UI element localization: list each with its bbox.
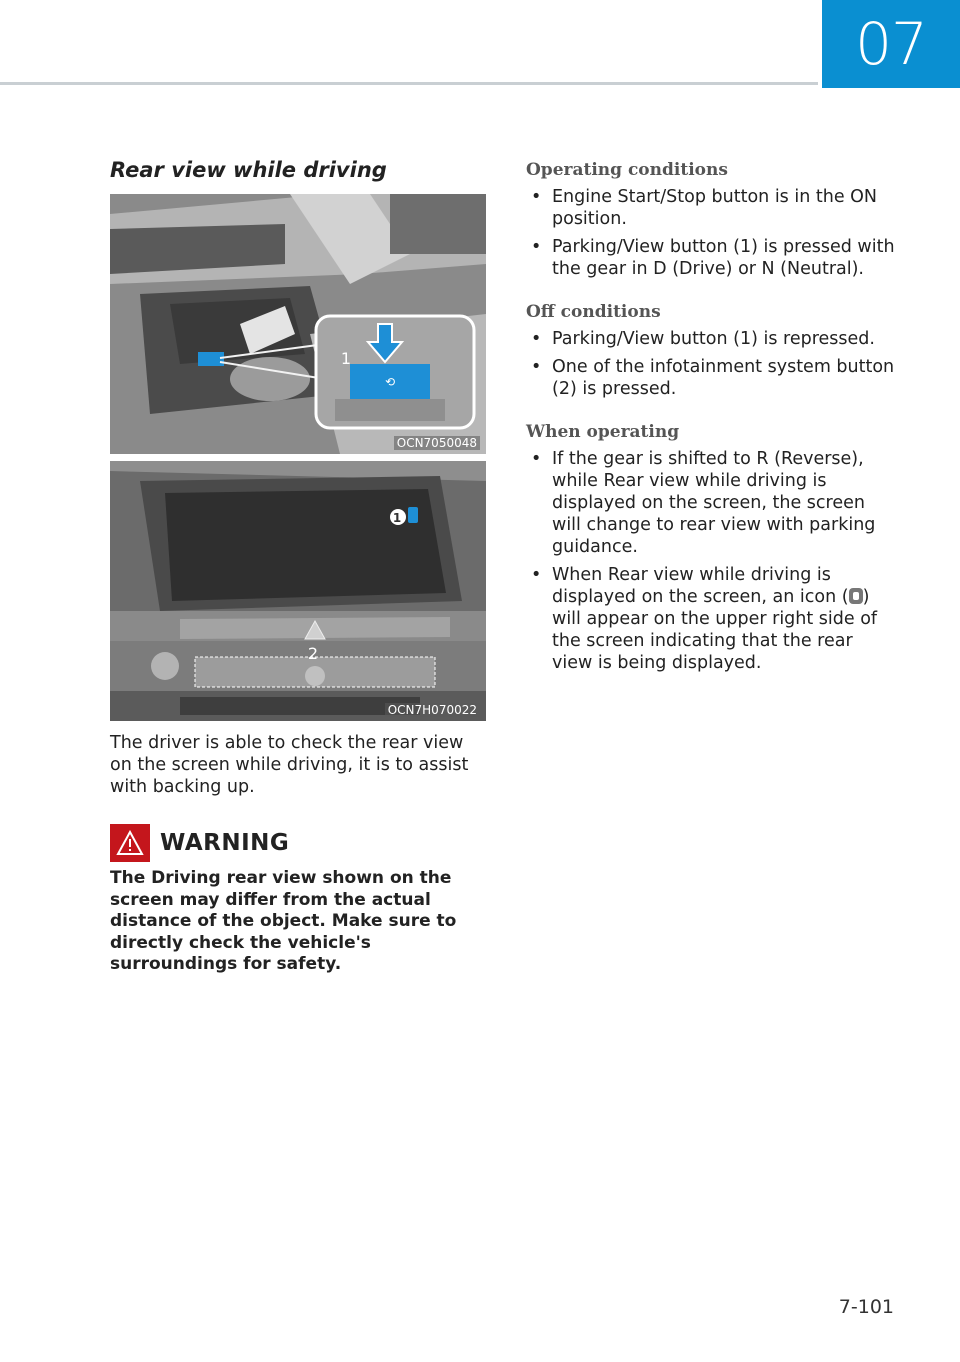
figure-code: OCN7050048 — [394, 436, 480, 450]
page-number: 7-101 — [838, 1296, 894, 1318]
operating-conditions-heading: Operating conditions — [526, 160, 728, 180]
warning-text: The Driving rear view shown on the screen may differ from the actual distance of the object. Make sure to directly check the vehicle's surroundings for safety. — [110, 868, 457, 974]
callout-1: 1 — [340, 349, 352, 368]
when-operating-heading: When operating — [526, 422, 680, 442]
list-item: • Engine Start/Stop button is in the ON position. — [526, 186, 896, 230]
operating-conditions-list — [526, 186, 896, 280]
intro-paragraph: The driver is able to check the rear view on the screen while driving, it is to assist with backing up. — [110, 733, 469, 797]
svg-text:⟲: ⟲ — [384, 375, 396, 389]
section-title: Rear view while driving — [110, 158, 387, 182]
list-item: • Parking/View button (1) is repressed. — [526, 328, 896, 350]
callout-1: 1 — [392, 511, 402, 525]
warning-icon — [110, 824, 150, 862]
warning-label: WARNING — [160, 830, 290, 856]
callout-2: 2 — [307, 644, 319, 663]
item-text-after: ) will appear on the upper right side of the screen indicating that the rear view is being displayed. — [552, 587, 878, 673]
console-illustration — [110, 194, 486, 454]
console-figure — [110, 194, 486, 454]
list-item — [526, 564, 896, 674]
figure-code: OCN7H070022 — [385, 703, 480, 717]
warning-box — [110, 824, 490, 976]
off-conditions-list — [526, 328, 896, 400]
rear-view-icon — [849, 588, 863, 604]
when-operating-list — [526, 448, 896, 674]
header-rule — [0, 82, 818, 85]
list-item: • If the gear is shifted to R (Reverse), while Rear view while driving is displayed on the screen, the screen will change to rear view with parking guidance. — [526, 448, 896, 558]
off-conditions-heading: Off conditions — [526, 302, 661, 322]
conditions-column — [526, 160, 896, 696]
screen-figure — [110, 461, 486, 721]
screen-illustration — [110, 461, 486, 721]
list-item: • One of the infotainment system button (2) is pressed. — [526, 356, 896, 400]
list-item: • Parking/View button (1) is pressed with the gear in D (Drive) or N (Neutral). — [526, 236, 896, 280]
item-text-before: When Rear view while driving is displayed on the screen, an icon ( — [552, 565, 849, 607]
chapter-tab: 07 — [822, 0, 960, 88]
